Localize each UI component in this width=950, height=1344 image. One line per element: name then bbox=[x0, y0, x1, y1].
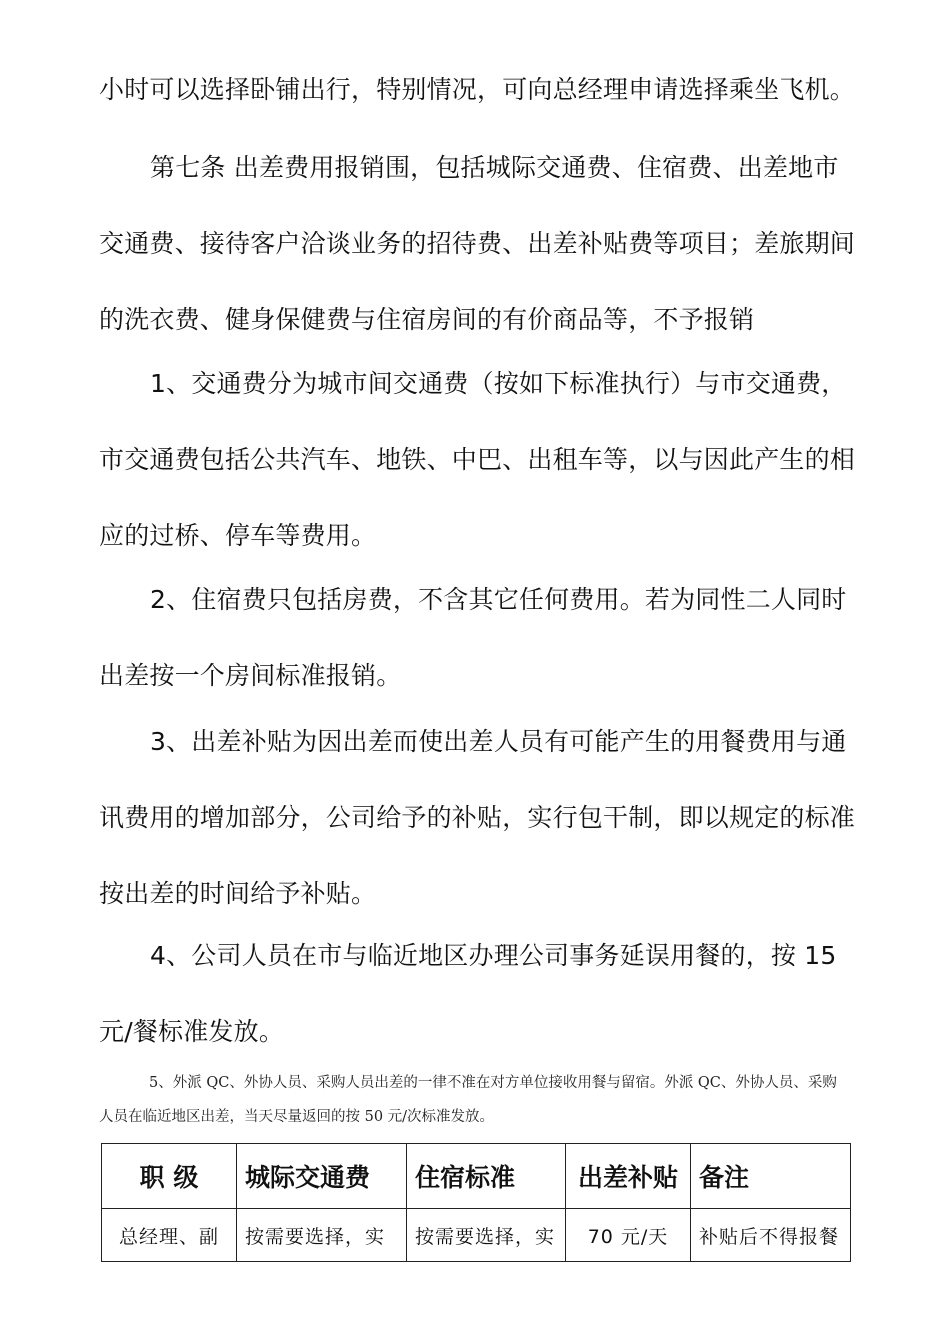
cell-remarks: 补贴后不得报餐 bbox=[691, 1209, 851, 1262]
article-seven-paragraph: 第七条 出差费用报销围，包括城际交通费、住宿费、出差地市交通费、接待客户洽谈业务的招待费、出差补贴费等项目；差旅期间的洗衣费、健身保健费与住宿房间的有价商品等，不予报销 bbox=[99, 153, 856, 334]
header-lodging-standard: 住宿标准 bbox=[407, 1144, 566, 1209]
header-remarks: 备注 bbox=[691, 1144, 851, 1209]
header-intercity-transport: 城际交通费 bbox=[237, 1144, 407, 1209]
travel-expense-table bbox=[101, 1143, 851, 1262]
cell-lodging-standard: 按需要选择，实 bbox=[407, 1209, 566, 1262]
item-1-transport-paragraph: 1、交通费分为城市间交通费（按如下标准执行）与市交通费，市交通费包括公共汽车、地铁、中巴、出租车等，以与因此产生的相应的过桥、停车等费用。 bbox=[99, 369, 856, 550]
header-rank: 职 级 bbox=[102, 1144, 237, 1209]
item-3-allowance-paragraph: 3、出差补贴为因出差而使出差人员有可能产生的用餐费用与通讯费用的增加部分，公司给予的补贴，实行包干制，即以规定的标准按出差的时间给予补贴。 bbox=[99, 727, 856, 908]
table-row bbox=[102, 1209, 851, 1262]
cell-intercity-transport: 按需要选择，实 bbox=[237, 1209, 407, 1262]
paragraph-continuation: 小时可以选择卧铺出行，特别情况，可向总经理申请选择乘坐飞机。 bbox=[99, 75, 856, 104]
cell-rank: 总经理、副 bbox=[102, 1209, 237, 1262]
item-2-lodging-paragraph: 2、住宿费只包括房费，不含其它任何费用。若为同性二人同时出差按一个房间标准报销。 bbox=[99, 585, 847, 690]
item-4-meal-paragraph: 4、公司人员在市与临近地区办理公司事务延误用餐的，按 15 元/餐标准发放。 bbox=[99, 941, 837, 1046]
cell-travel-allowance: 70 元/天 bbox=[566, 1209, 691, 1262]
table-header-row bbox=[102, 1144, 851, 1209]
item-5-paragraph: 5、外派 QC、外协人员、采购人员出差的一律不准在对方单位接收用餐与留宿。外派 QC、外协人员、采购人员在临近地区出差，当天尽量返回的按 50 元/次标准发放。 bbox=[99, 1075, 837, 1125]
header-travel-allowance: 出差补贴 bbox=[566, 1144, 691, 1209]
